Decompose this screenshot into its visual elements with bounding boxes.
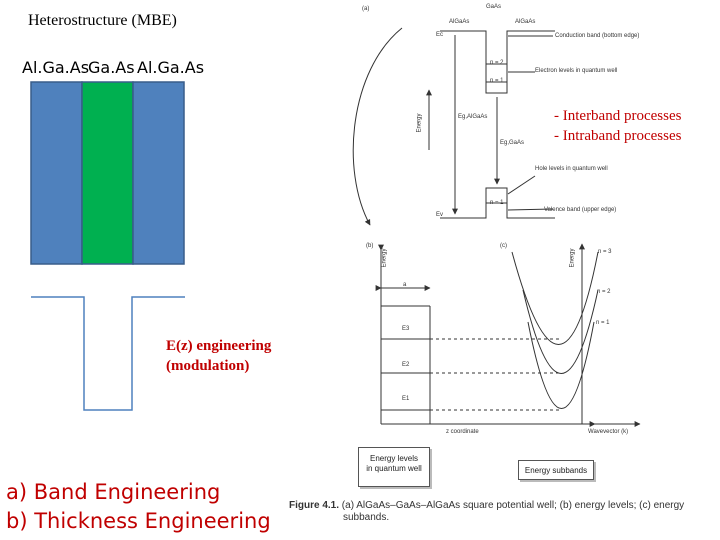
eg-gaas-label: Eg,GaAs: [500, 140, 525, 146]
heterostructure-title: Heterostructure (MBE): [28, 12, 177, 29]
energy-axis-label-c: Energy: [569, 248, 576, 268]
hole-levels-label: Hole levels in quantum well: [535, 166, 608, 172]
ez-engineering-label: [166, 336, 271, 376]
layer-label-middle: Ga.As: [88, 58, 135, 77]
e3-label: E3: [402, 326, 410, 332]
subband-n2-label: n = 2: [597, 289, 611, 295]
ec-label: Ec: [436, 32, 444, 38]
interband-item: - Interband processes: [554, 108, 682, 124]
gaas-top-label: GaAs: [486, 4, 502, 10]
e1-label: E1: [402, 396, 410, 402]
conduction-band-label: Conduction band (bottom edge): [555, 33, 640, 39]
engineering-list: [6, 478, 271, 536]
energy-subbands-box: Energy subbands: [518, 460, 594, 480]
algaas-right-label: AlGaAs: [515, 19, 536, 25]
panel-a-label: (a): [362, 6, 370, 12]
ev-label: Ev: [436, 212, 444, 218]
gaas-layer: [82, 82, 133, 264]
ez-label-line2: (modulation): [166, 358, 250, 374]
band-engineering-item: a) Band Engineering: [6, 480, 221, 504]
figure-caption-text: (a) AlGaAs–GaAs–AlGaAs square potential well; (b) energy levels; (c) energy: [341, 500, 685, 511]
panel-c-label: (c): [500, 243, 507, 249]
thickness-engineering-item: b) Thickness Engineering: [6, 509, 271, 533]
heterostructure-diagram: [0, 0, 330, 540]
figure-caption-line1: [289, 500, 684, 512]
potential-profile-line: [31, 297, 185, 410]
eg-algaas-label: Eg,AlGaAs: [458, 114, 488, 120]
hole-n1-label: n = 1: [490, 200, 504, 206]
figure-diagram: [340, 0, 720, 500]
energy-axis-label-a: Energy: [416, 113, 423, 133]
algaas-layer-left: [31, 82, 82, 264]
n2-label: n = 2: [490, 60, 504, 66]
energy-levels-box-line2: in quantum well: [366, 464, 422, 473]
n1-label: n = 1: [490, 78, 504, 84]
intraband-item: - Intraband processes: [554, 128, 682, 144]
layer-label-left: Al.Ga.As: [22, 58, 90, 77]
algaas-layer-right: [133, 82, 184, 264]
panel-b-label: (b): [366, 243, 374, 249]
subband-n3-label: n = 3: [598, 249, 612, 255]
energy-levels-box: [358, 447, 430, 487]
valence-band-label: Valence band (upper edge): [544, 207, 617, 213]
figure-caption-line2: subbands.: [343, 512, 390, 523]
energy-levels-box-line1: Energy levels: [369, 454, 419, 463]
well-width-label: a: [403, 282, 407, 288]
figure-caption: [289, 500, 684, 524]
layer-label-right: Al.Ga.As: [137, 58, 205, 77]
electron-levels-label: Electron levels in quantum well: [535, 68, 618, 74]
energy-axis-label-b: Energy: [381, 248, 388, 268]
e2-label: E2: [402, 362, 410, 368]
z-coordinate-label: z coordinate: [446, 429, 479, 435]
wavevector-label: Wavevector (k): [588, 429, 629, 435]
algaas-left-label: AlGaAs: [449, 19, 470, 25]
ez-label-line1: E(z) engineering: [166, 338, 272, 354]
subband-n1-label: n = 1: [596, 320, 610, 326]
figure-caption-number: Figure 4.1.: [289, 500, 340, 511]
